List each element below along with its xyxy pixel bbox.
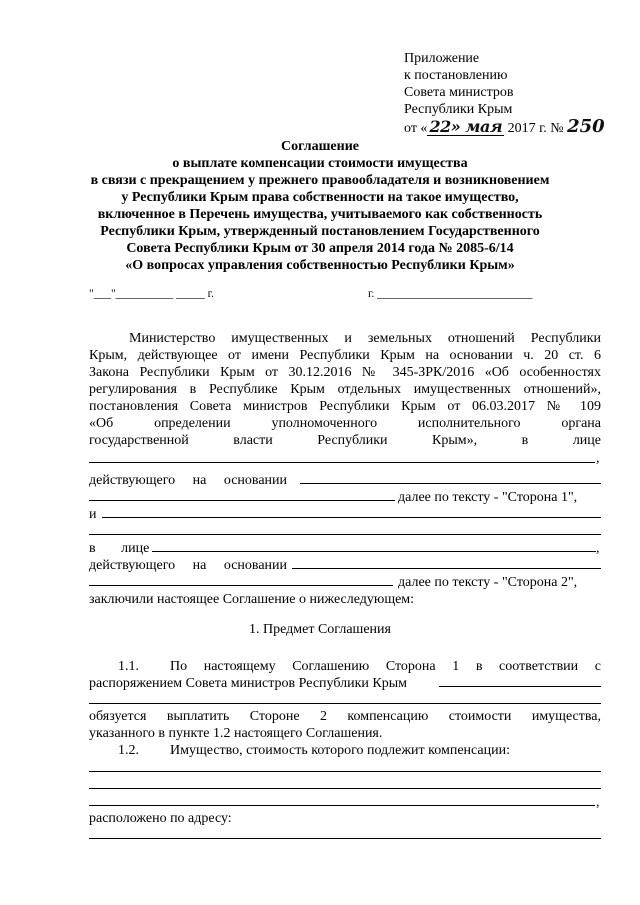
handwritten-date: 22» мая — [429, 117, 503, 136]
title-line: о выплате компенсации стоимости имущества — [172, 156, 468, 171]
appendix-block — [404, 50, 605, 137]
comma: , — [596, 795, 600, 810]
clause-text: распоряжением Совета министров Республики Крым — [89, 676, 407, 691]
concluded-text: заключили настоящее Соглашение о нижеследующем: — [89, 592, 415, 607]
blank-line — [89, 771, 601, 772]
appendix-line: Республики Крым — [404, 102, 513, 117]
side2-label: далее по тексту - "Сторона 2", — [398, 575, 578, 590]
appendix-date-line — [404, 118, 605, 137]
blank-line — [89, 462, 595, 463]
acting-basis-text: действующего на основании — [89, 558, 288, 573]
date-prefix: от « — [404, 121, 428, 136]
blank-line — [89, 500, 395, 501]
blank-line — [439, 686, 601, 687]
title-line: Республики Крым, утвержденный постановлением Государственного — [100, 224, 540, 239]
blank-line — [292, 568, 601, 569]
clause-number: 1.2. — [118, 743, 139, 758]
preamble-line: государственной власти Республики Крым», в лице — [89, 433, 601, 448]
clause-text: обязуется выплатить Стороне 2 компенсацию стоимости имущества, — [89, 709, 601, 724]
preamble-line: регулирования в Республике Крым отдельных имущественных отношений», — [89, 382, 601, 397]
title-line: у Республики Крым права собственности на такое имущество, — [121, 190, 519, 205]
title-line: Соглашение — [281, 139, 359, 154]
side1-label: далее по тексту - "Сторона 1", — [398, 490, 578, 505]
title-line: в связи с прекращением у прежнего правообладателя и возникновением — [90, 173, 550, 188]
address-label: расположено по адресу: — [89, 811, 232, 826]
agreement-date-field: "___"__________ _____ г. — [89, 288, 214, 300]
preamble-line: постановления Совета министров Республики Крым от 06.03.2017 № 109 — [89, 399, 601, 414]
document-title — [0, 138, 640, 274]
section-heading: 1. Предмет Соглашения — [249, 622, 391, 637]
blank-line — [89, 788, 601, 789]
blank-line — [89, 805, 595, 806]
title-line: «О вопросах управления собственностью Республики Крым» — [125, 258, 515, 273]
appendix-line: Приложение — [404, 51, 480, 66]
handwritten-number: 250 — [567, 116, 605, 137]
agreement-city-field: г. ___________________________ — [368, 288, 533, 300]
blank-line — [102, 517, 601, 518]
blank-line — [300, 483, 601, 484]
clause-number: 1.1. — [118, 659, 139, 674]
blank-line — [152, 551, 596, 552]
appendix-line: к постановлению — [404, 68, 508, 83]
preamble-line: Крым, действующее от имени Республики Крым на основании ч. 20 ст. 6 — [89, 348, 601, 363]
blank-line — [89, 703, 601, 704]
title-line: включенное в Перечень имущества, учитываемого как собственность — [97, 207, 543, 222]
blank-line — [89, 534, 601, 535]
clause-text: Имущество, стоимость которого подлежит компенсации: — [170, 743, 510, 758]
clause-text: По настоящему Соглашению Сторона 1 в соответствии с — [170, 659, 601, 674]
blank-line — [89, 585, 393, 586]
preamble-line: «Об определении уполномоченного исполнительного органа — [89, 416, 601, 431]
in-person-text: в лице — [89, 541, 150, 556]
acting-basis-label — [89, 472, 287, 489]
preamble-line: Министерство имущественных и земельных отношений Республики — [129, 331, 601, 346]
title-line: Совета Республики Крым от 30 апреля 2014 года № 2085-6/14 — [126, 241, 514, 256]
appendix-line: Совета министров — [404, 85, 514, 100]
in-person-label — [89, 540, 149, 557]
and-label: и — [89, 507, 97, 522]
acting-basis-label — [89, 557, 287, 574]
comma: , — [596, 451, 600, 466]
comma: , — [596, 541, 600, 556]
year-text: 2017 г. № — [507, 121, 564, 136]
acting-basis-text: действующего на основании — [89, 473, 288, 488]
preamble-line: Закона Республики Крым от 30.12.2016 № 345-ЗРК/2016 «Об особенностях — [89, 365, 601, 380]
blank-line — [89, 838, 601, 839]
clause-text: указанного в пункте 1.2 настоящего Соглашения. — [89, 726, 383, 741]
